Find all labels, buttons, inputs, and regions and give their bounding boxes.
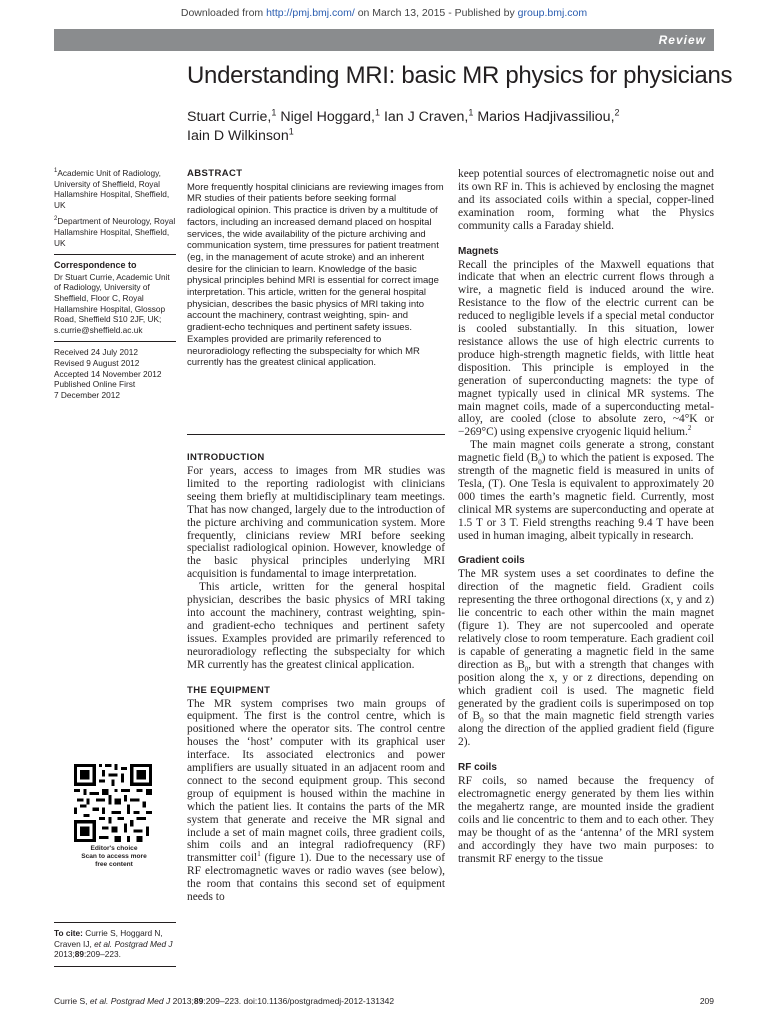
qr-caption: [74, 845, 154, 868]
author-name: Stuart Currie,: [187, 109, 272, 125]
article-title: Understanding MRI: basic MR physics for physicians: [187, 62, 733, 89]
subscript: 0: [480, 716, 484, 725]
affiliation-text: Department of Neurology, Royal Hallamshire Hospital, Sheffield, UK: [54, 216, 176, 248]
paragraph: RF coils, so named because the frequency of electromagnetic energy generated by them lies within the megahertz range, are mounted inside the gradient coils and lie concentric to them and to each other. They may be thought of as the ‘antenna’ of the MRI system and accordingly they have two main purposes: to transmit RF energy to the tissue: [458, 775, 714, 865]
author-name: Ian J Craven,: [383, 109, 469, 125]
gradient-coils-body: [458, 568, 714, 749]
footer-text: Currie S,: [54, 996, 90, 1006]
sidebar-divider: [54, 254, 176, 255]
citation-year: 2013;: [54, 949, 75, 960]
author-affiliation-mark: 2: [614, 107, 620, 118]
paragraph-text: , but with a strength that changes with position along the x, y or z directions, depending on which gradient coil is used. The magnetic field generated by the gradient coils is superimposed on top of B: [458, 658, 714, 723]
gradient-coils-heading: Gradient coils: [458, 555, 525, 567]
right-column-body: [458, 168, 714, 866]
affiliation: [54, 216, 176, 248]
affiliation-text: Academic Unit of Radiology, University of Sheffield, Royal Hallamshire Hospital, Sheffield, UK: [54, 168, 170, 210]
download-link[interactable]: http://pmj.bmj.com/: [266, 7, 355, 19]
paragraph-text: so that the main magnetic field strength varies along the direction of the applied gradient field (figure 2).: [458, 710, 714, 749]
section-bar: [54, 29, 714, 51]
introduction-body: [187, 465, 445, 672]
qr-caption-line: free content: [95, 860, 133, 868]
paragraph: [187, 698, 445, 905]
rf-coils-heading: RF coils: [458, 762, 497, 774]
footer-text: 2013;: [170, 996, 194, 1006]
footer-citation: [54, 996, 394, 1006]
author-name: Nigel Hoggard,: [280, 109, 375, 125]
page-number: 209: [699, 996, 714, 1006]
author-affiliation-mark: 1: [271, 107, 277, 118]
sidebar-divider: [54, 341, 176, 342]
affiliation-number: 1: [54, 168, 58, 175]
paragraph: [458, 439, 714, 542]
equipment-heading: THE EQUIPMENT: [187, 684, 271, 696]
abstract-divider: [187, 434, 445, 435]
affiliation: [54, 168, 176, 210]
subscript: 0: [524, 665, 529, 674]
footer-doi: :209–223. doi:10.1136/postgradmedj-2012-131342: [203, 996, 395, 1006]
author-name: Marios Hadjivassiliou,: [477, 109, 615, 125]
download-notice: [0, 7, 768, 19]
citation-authors: Currie S, Hoggard N, Craven IJ,: [54, 928, 163, 949]
citation-volume: 89: [74, 949, 84, 960]
paragraph-text: The main magnet coils generate a strong, constant magnetic field (B: [458, 439, 714, 465]
reference-mark: 1: [257, 850, 261, 859]
history-date: Received 24 July 2012: [54, 347, 138, 358]
author-list: [187, 108, 687, 146]
publisher-link[interactable]: group.bmj.com: [517, 7, 588, 19]
abstract-heading: ABSTRACT: [187, 168, 243, 179]
rf-coils-body: [458, 775, 714, 865]
paragraph-text: The MR system comprises two main groups of equipment. The first is the control centre, which is positioned where the operator sits. The control centre houses the ‘host’ computer with its graphical user interface. Its associated electronics and power amplifiers are usually situated in an adjacent room and connect to the second equipment group. This second group of equipment is housed within the machine in which the patient lies. It contains the parts of the MR system that generate and receive the MR signal and include a set of main magnet coils, three gradient coils, shim coils and an integral radiofrequency (RF) transmitter coil: [187, 697, 445, 865]
citation-box: [54, 922, 176, 967]
citation-heading: To cite:: [54, 928, 83, 938]
history-date: 7 December 2012: [54, 389, 120, 400]
paragraph-text: (figure 1). Due to the necessary use of RF electromagnetic waves or radio waves (see below), the room that contains this second set of equipment needs to: [187, 852, 445, 904]
qr-caption-line: Editor's choice: [90, 845, 138, 852]
reference-mark: 2: [687, 424, 692, 433]
paragraph: [458, 568, 714, 749]
correspondence-heading: Correspondence to: [54, 260, 137, 271]
equipment-body: [187, 698, 445, 905]
history-date: Published Online First: [54, 379, 136, 390]
subscript: 0: [538, 458, 542, 467]
magnets-body: [458, 259, 714, 543]
author-affiliation-mark: 1: [288, 126, 294, 137]
section-label: Review: [658, 33, 706, 47]
qr-code-image[interactable]: [74, 764, 152, 842]
paragraph-text: ) to which the patient is exposed. The strength of the magnetic field is measured in units of Tesla, (T). One Tesla is equivalent to approximately 20 000 times the earth’s magnetic field. Currently, most clinical MR systems are superconducting and operate at 1.5 T or 3 T. Field strengths reaching 9.4 T have been used in human imaging, albeit typically in research.: [458, 452, 715, 542]
paragraph: For years, access to images from MR studies was limited to the reporting radiologist with clinicians seeing them briefly at multidisciplinary team meetings. That has now changed, largely due to the introduction of the picture archiving and communication system. More frequently, clinicians review MRI before seeking specialist radiological opinion. However, knowledge of the basic physical principles underlying MRI acquisition is fundamental to image interpretation.: [187, 465, 445, 581]
qr-code-panel: [74, 764, 154, 868]
paragraph-text: Recall the principles of the Maxwell equations that indicate that when an electric current flows through a wire, a magnetic field is induced around the wire. Resistance to the flow of the electric current can be reduced to negligible levels if a special metal conductor is cooled substantially. In this situation, lower resistance allows the use of high electric currents to produce high-strength magnetic fields, with little heat disposition. This principle is employed in the generation of superconducting magnets: the type of magnet typically used in clinical MR systems. The main magnet coils, made of a superconducting metal-alloy, are cooled (close to absolute zero, ~4°K or −269°C) using expensive cryogenic liquid helium.: [458, 258, 714, 439]
middle-column-body: [187, 452, 445, 904]
article-sidebar: [54, 168, 176, 400]
history-date: Accepted 14 November 2012: [54, 368, 162, 379]
page-footer: [54, 996, 714, 1006]
abstract-section: [187, 168, 445, 369]
history-date: Revised 9 August 2012: [54, 357, 140, 368]
paragraph-text: The MR system uses a set coordinates to define the direction of the magnetic field. Gradient coils representing the three orthogonal directions (x, y and z) lie concentric to each other within the main magnet (figure 1). They are not supercooled and operate relatively close to room temperature. Each gradient coil is capable of generating a magnetic field in the same direction as B: [458, 568, 714, 671]
abstract-text: More frequently hospital clinicians are reviewing images from MR studies of their patients before seeking formal radiological opinion. This practice is driven by a multitude of factors, including an increased demand placed on hospital services, the wide availability of the picture archiving and communication system, time pressures for patient treatment (eg, in the management of acute stroke) and an inherent desire for the clinician to learn. Knowledge of the basic physical principles behind MRI is essential for correct image interpretation. This article, written for the general hospital physician, describes the basic physics of MRI taking into account the machinery, contrast weighting, spin- and gradient-echo techniques and pertinent safety issues. Examples provided are primarily referenced to neuroradiology reflecting the subspecialty for which MR currently has the greatest clinical application.: [187, 181, 444, 369]
footer-journal: et al. Postgrad Med J: [89, 996, 171, 1006]
download-prefix: Downloaded from: [180, 7, 267, 19]
introduction-heading: INTRODUCTION: [187, 452, 265, 463]
citation-pages: :209–223.: [84, 949, 121, 960]
paragraph: keep potential sources of electromagnetic noise out and its own RF in. This is achieved by enclosing the magnet and its associated coils within a special, copper-lined examination room, forming what the Physics community calls a Faraday shield.: [458, 168, 714, 232]
citation-journal: Postgrad Med J: [114, 938, 173, 949]
magnets-heading: Magnets: [458, 245, 499, 257]
shield-paragraph: [458, 168, 714, 233]
affiliation-number: 2: [54, 216, 58, 223]
qr-caption-line: Scan to access more: [81, 852, 147, 860]
author-name: Iain D Wilkinson: [187, 128, 289, 144]
correspondence-address: Dr Stuart Currie, Academic Unit of Radiology, University of Sheffield, Floor C, Royal Hallamshire Hospital, Glossop Road, Sheffield S10 2JF, UK; s.currie@sheffield.ac.uk: [54, 271, 170, 335]
download-middle: on March 13, 2015 - Published by: [354, 7, 518, 19]
paragraph: This article, written for the general hospital physician, describes the basic physics of MRI taking into account the machinery, contrast weighting, spin- and gradient-echo techniques and pertinent safety issues. Examples provided are primarily referenced to neuroradiology reflecting the subspecialty for which MR currently has the greatest clinical application.: [187, 581, 445, 671]
footer-volume: 89: [193, 996, 204, 1006]
citation-etal: et al.: [94, 938, 113, 949]
author-affiliation-mark: 1: [468, 107, 474, 118]
author-affiliation-mark: 1: [374, 107, 380, 118]
paragraph: [458, 259, 714, 440]
